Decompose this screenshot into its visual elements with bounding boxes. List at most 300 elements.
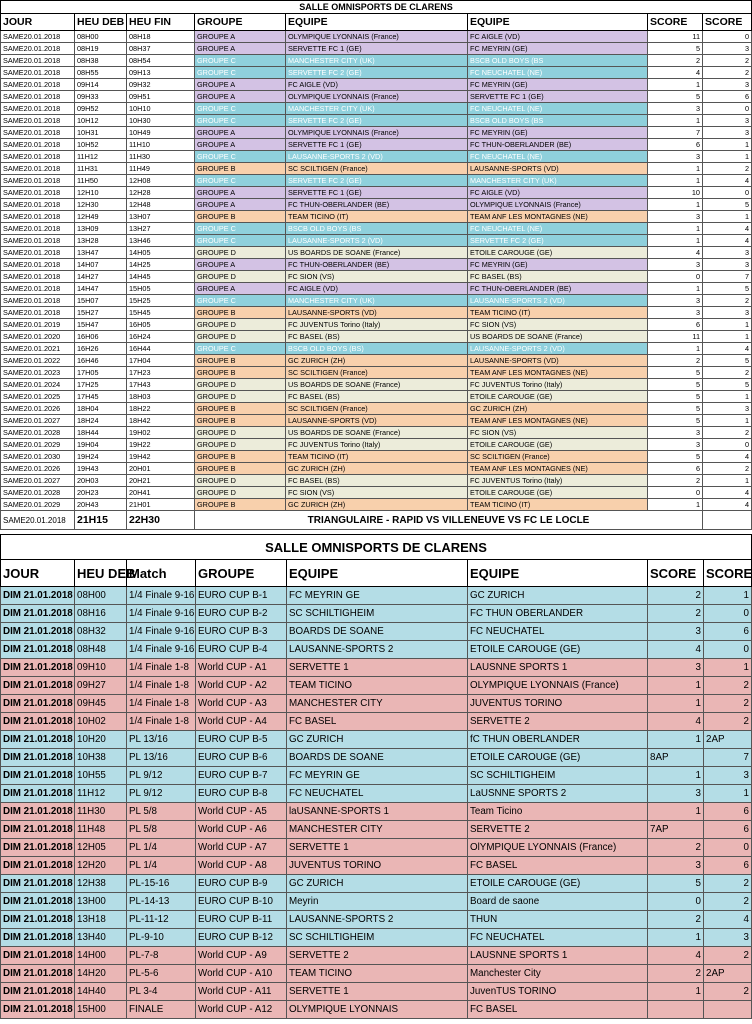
equipe-1-cell: BSCB OLD BOYS (BS [286, 223, 468, 235]
score-2-cell: 3 [703, 127, 752, 139]
heu-fin-cell: 08H18 [127, 31, 195, 43]
equipe-2-cell: SC SCILTIGEN (France) [468, 451, 648, 463]
equipe-1-cell: OLYMPIQUE LYONNAIS (France) [286, 31, 468, 43]
groupe-cell: World CUP - A12 [196, 1001, 287, 1019]
jour-cell: SAME20.01.2018 [1, 235, 75, 247]
equipe-2-cell: SC SCHILTIGHEIM [468, 767, 648, 785]
equipe-2-cell: Team Ticino [468, 803, 648, 821]
score-1-cell: 2 [648, 911, 704, 929]
equipe-2-cell: SERVETTE 2 [468, 821, 648, 839]
groupe-cell: World CUP - A4 [196, 713, 287, 731]
score-2-cell: 1 [703, 151, 752, 163]
groupe-cell: GROUPE C [195, 103, 286, 115]
groupe-cell: GROUPE C [195, 67, 286, 79]
heu-deb-cell: 20H03 [75, 475, 127, 487]
groupe-cell: EURO CUP B-2 [196, 605, 287, 623]
equipe-2-cell: GC ZURICH (ZH) [468, 403, 648, 415]
header-score-1: SCORE [648, 560, 704, 587]
table-row [1, 983, 752, 1001]
groupe-cell: GROUPE B [195, 463, 286, 475]
heu-fin-cell: 16H24 [127, 331, 195, 343]
equipe-1-cell: FC BASEL (BS) [286, 331, 468, 343]
score-1-cell: 3 [648, 295, 703, 307]
heu-deb-cell: 18H44 [75, 427, 127, 439]
score-2-cell: 4 [703, 499, 752, 511]
header-groupe: GROUPE [195, 14, 286, 31]
equipe-2-cell: FC THUN-OBERLANDER (BE) [468, 283, 648, 295]
groupe-cell: GROUPE A [195, 43, 286, 55]
jour-cell: SAME20.01.2018 [1, 163, 75, 175]
equipe-2-cell: FC SION (VS) [468, 427, 648, 439]
heu-fin-cell: 08H54 [127, 55, 195, 67]
heu-deb-cell: 15H47 [75, 319, 127, 331]
table-row [1, 211, 752, 223]
equipe-1-cell: FC JUVENTUS Torino (Italy) [286, 319, 468, 331]
score-1-cell: 11 [648, 31, 703, 43]
heu-deb-cell: 09H14 [75, 79, 127, 91]
score-1-cell: 1 [648, 115, 703, 127]
score-2-cell [704, 1001, 752, 1019]
table-row [1, 343, 752, 355]
equipe-2-cell: LAUSANNE-SPORTS (VD) [468, 355, 648, 367]
score-1-cell: 0 [648, 893, 704, 911]
heu-fin-cell: 09H51 [127, 91, 195, 103]
match-cell: PL 13/16 [127, 749, 196, 767]
heu-deb-cell: 09H45 [75, 695, 127, 713]
equipe-1-cell: TEAM TICINO (IT) [286, 451, 468, 463]
equipe-2-cell: FC JUVENTUS Torino (Italy) [468, 475, 648, 487]
table-row [1, 587, 752, 605]
table-row [1, 803, 752, 821]
jour-cell: SAME20.01.2018 [1, 127, 75, 139]
score-1-cell: 2 [648, 587, 704, 605]
heu-deb-cell: 18H24 [75, 415, 127, 427]
groupe-cell: GROUPE B [195, 355, 286, 367]
match-cell: PL-11-12 [127, 911, 196, 929]
heu-fin-cell: 19H02 [127, 427, 195, 439]
equipe-1-cell: FC THUN-OBERLANDER (BE) [286, 259, 468, 271]
score-2-cell: 2 [704, 695, 752, 713]
score-2-cell: 2 [704, 947, 752, 965]
equipe-1-cell: LAUSANNE-SPORTS (VD) [286, 415, 468, 427]
jour-cell: DIM 21.01.2018 [1, 911, 75, 929]
equipe-2-cell: BSCB OLD BOYS (BS [468, 55, 648, 67]
table-row [1, 947, 752, 965]
match-cell: 1/4 Finale 1-8 [127, 695, 196, 713]
jour-cell: SAME20.01.2018 [1, 55, 75, 67]
heu-deb-cell: 14H27 [75, 271, 127, 283]
jour-cell: DIM 21.01.2018 [1, 659, 75, 677]
groupe-cell: World CUP - A8 [196, 857, 287, 875]
score-1-cell: 0 [648, 487, 703, 499]
score-2-cell: 4 [703, 175, 752, 187]
equipe-1-cell: laUSANNE-SPORTS 1 [287, 803, 468, 821]
heu-fin-cell: 14H25 [127, 259, 195, 271]
score-2-cell: 4 [703, 223, 752, 235]
header-row [1, 14, 752, 31]
score-2-cell: 3 [704, 929, 752, 947]
score-2-cell: 1 [703, 475, 752, 487]
equipe-1-cell: MANCHESTER CITY (UK) [286, 55, 468, 67]
table-row [1, 463, 752, 475]
heu-deb-cell: 13H47 [75, 247, 127, 259]
groupe-cell: GROUPE D [195, 439, 286, 451]
score-1-cell: 3 [648, 211, 703, 223]
equipe-2-cell: BSCB OLD BOYS (BS [468, 115, 648, 127]
equipe-1-cell: SC SCILTIGEN (France) [286, 163, 468, 175]
table-row [1, 487, 752, 499]
table-row [1, 785, 752, 803]
equipe-2-cell: FC NEUCHATEL [468, 929, 648, 947]
score-2-cell: 2 [703, 463, 752, 475]
heu-fin-cell: 15H45 [127, 307, 195, 319]
equipe-1-cell: SERVETTE FC 1 (GE) [286, 187, 468, 199]
equipe-1-cell: LAUSANNE-SPORTS 2 [287, 911, 468, 929]
equipe-1-cell: FC AIGLE (VD) [286, 79, 468, 91]
equipe-1-cell: GC ZURICH [287, 731, 468, 749]
heu-deb-cell: 18H04 [75, 403, 127, 415]
score-2-cell: 0 [704, 641, 752, 659]
score-2-cell: 1 [703, 391, 752, 403]
table-row [1, 163, 752, 175]
jour-cell: DIM 21.01.2018 [1, 929, 75, 947]
heu-fin-cell: 20H41 [127, 487, 195, 499]
table-row [1, 415, 752, 427]
score-1-cell: 5 [648, 391, 703, 403]
heu-deb-cell: 16H06 [75, 331, 127, 343]
match-cell: 1/4 Finale 9-16 [127, 605, 196, 623]
table-row [1, 427, 752, 439]
heu-deb-cell: 15H27 [75, 307, 127, 319]
jour-cell: SAME20.01.2018 [1, 43, 75, 55]
score-1-cell [648, 1001, 704, 1019]
heu-fin-cell: 17H23 [127, 367, 195, 379]
equipe-2-cell: ETOILE CAROUGE (GE) [468, 439, 648, 451]
equipe-2-cell: FC MEYRIN (GE) [468, 259, 648, 271]
score-2-cell: 3 [703, 43, 752, 55]
jour-cell: SAME20.01.2018 [1, 199, 75, 211]
groupe-cell: GROUPE C [195, 235, 286, 247]
groupe-cell: GROUPE B [195, 403, 286, 415]
heu-deb-cell: 12H20 [75, 857, 127, 875]
groupe-cell: EURO CUP B-12 [196, 929, 287, 947]
score-1-cell: 4 [648, 713, 704, 731]
heu-fin-cell: 19H42 [127, 451, 195, 463]
score-1-cell: 1 [648, 803, 704, 821]
table-row [1, 43, 752, 55]
heu-deb-cell: 10H38 [75, 749, 127, 767]
score-2-cell: 6 [704, 803, 752, 821]
jour-cell: SAME20.01.2018 [1, 271, 75, 283]
equipe-2-cell: SERVETTE 2 [468, 713, 648, 731]
heu-fin-cell: 19H22 [127, 439, 195, 451]
groupe-cell: GROUPE A [195, 91, 286, 103]
score-1-cell: 2 [648, 355, 703, 367]
jour-cell: DIM 21.01.2018 [1, 803, 75, 821]
heu-deb-cell: 13H00 [75, 893, 127, 911]
header-equipe-1: EQUIPE [286, 14, 468, 31]
table-row [1, 187, 752, 199]
score-2-cell: 0 [704, 839, 752, 857]
heu-deb-cell: 08H00 [75, 31, 127, 43]
groupe-cell: GROUPE D [195, 391, 286, 403]
equipe-1-cell: SERVETTE 1 [287, 983, 468, 1001]
table-row [1, 319, 752, 331]
groupe-cell: GROUPE D [195, 331, 286, 343]
equipe-2-cell: fC THUN OBERLANDER [468, 731, 648, 749]
groupe-cell: GROUPE C [195, 151, 286, 163]
heu-fin-cell: 15H05 [127, 283, 195, 295]
heu-deb-cell: 19H04 [75, 439, 127, 451]
jour-cell: SAME20.01.2018 [1, 91, 75, 103]
equipe-1-cell: SC SCHILTIGHEIM [287, 605, 468, 623]
jour-cell: SAME20.01.2018 [1, 79, 75, 91]
equipe-1-cell: MANCHESTER CITY [287, 821, 468, 839]
groupe-cell: GROUPE D [195, 379, 286, 391]
equipe-2-cell: TEAM TICINO (IT) [468, 499, 648, 511]
jour-cell: SAME20.01.2028 [1, 487, 75, 499]
equipe-2-cell: FC NEUCHATEL (NE) [468, 151, 648, 163]
heu-deb-cell: 11H48 [75, 821, 127, 839]
equipe-2-cell: FC MEYRIN (GE) [468, 79, 648, 91]
table-row [1, 391, 752, 403]
header-heu-deb: HEU DEB [75, 14, 127, 31]
equipe-1-cell: SERVETTE FC 2 (GE) [286, 67, 468, 79]
score-2-cell: 7 [704, 749, 752, 767]
heu-deb-cell: 13H18 [75, 911, 127, 929]
score-2-cell: 0 [703, 31, 752, 43]
score-2-cell: 5 [703, 283, 752, 295]
equipe-1-cell: OLYMPIQUE LYONNAIS [287, 1001, 468, 1019]
score-2-cell: 3 [703, 403, 752, 415]
jour-cell: SAME20.01.2023 [1, 367, 75, 379]
heu-deb-cell: 09H52 [75, 103, 127, 115]
table-row [1, 331, 752, 343]
jour-cell: DIM 21.01.2018 [1, 623, 75, 641]
score-1-cell: 3 [648, 103, 703, 115]
jour-cell: SAME20.01.2018 [1, 211, 75, 223]
score-2-cell: 1 [704, 587, 752, 605]
jour-cell: DIM 21.01.2018 [1, 821, 75, 839]
equipe-2-cell: MANCHESTER CITY (UK) [468, 175, 648, 187]
score-2-cell: 0 [703, 439, 752, 451]
header-equipe-2: EQUIPE [468, 14, 648, 31]
score-2-cell: 7 [703, 271, 752, 283]
equipe-2-cell: FC JUVENTUS Torino (Italy) [468, 379, 648, 391]
groupe-cell: GROUPE A [195, 31, 286, 43]
score-1-cell: 3 [648, 307, 703, 319]
equipe-2-cell: OLYMPIQUE LYONNAIS (France) [468, 199, 648, 211]
jour-cell: SAME20.01.2026 [1, 403, 75, 415]
score-1-cell: 10 [648, 187, 703, 199]
equipe-1-cell: FC BASEL [287, 713, 468, 731]
header-groupe: GROUPE [196, 560, 287, 587]
score-1-cell: 4 [648, 641, 704, 659]
score-2-cell: 0 [704, 605, 752, 623]
match-cell: 1/4 Finale 1-8 [127, 713, 196, 731]
equipe-1-cell: LAUSANNE-SPORTS 2 (VD) [286, 235, 468, 247]
match-cell: 1/4 Finale 1-8 [127, 677, 196, 695]
score-1-cell: 4 [648, 247, 703, 259]
groupe-cell: GROUPE C [195, 343, 286, 355]
jour-cell: SAME20.01.2028 [1, 427, 75, 439]
equipe-2-cell: LAUSNNE SPORTS 1 [468, 659, 648, 677]
match-cell: PL 13/16 [127, 731, 196, 749]
equipe-2-cell: FC THUN OBERLANDER [468, 605, 648, 623]
jour-cell: DIM 21.01.2018 [1, 1001, 75, 1019]
score-2-cell: 1 [703, 319, 752, 331]
heu-deb-cell: 13H40 [75, 929, 127, 947]
score-1-cell: 3 [648, 857, 704, 875]
heu-fin-cell: 08H37 [127, 43, 195, 55]
sunday-schedule-table [0, 534, 752, 1019]
table-row [1, 151, 752, 163]
table-row [1, 55, 752, 67]
equipe-1-cell: OLYMPIQUE LYONNAIS (France) [286, 127, 468, 139]
table-row [1, 403, 752, 415]
score-1-cell: 4 [648, 947, 704, 965]
heu-fin-cell: 20H21 [127, 475, 195, 487]
score-2-cell: 5 [703, 379, 752, 391]
heu-deb-cell: 19H24 [75, 451, 127, 463]
extra-empty [703, 511, 752, 530]
table-row [1, 199, 752, 211]
equipe-1-cell: BOARDS DE SOANE [287, 749, 468, 767]
table-row [1, 499, 752, 511]
heu-fin-cell: 11H10 [127, 139, 195, 151]
table-row [1, 475, 752, 487]
score-1-cell: 5 [648, 451, 703, 463]
score-2-cell: 2AP [704, 731, 752, 749]
table-row [1, 677, 752, 695]
header-heu-fin: HEU FIN [127, 14, 195, 31]
table-row [1, 439, 752, 451]
table-row [1, 307, 752, 319]
equipe-2-cell: ETOILE CAROUGE (GE) [468, 391, 648, 403]
heu-fin-cell: 17H43 [127, 379, 195, 391]
jour-cell: SAME20.01.2024 [1, 379, 75, 391]
heu-fin-cell: 16H44 [127, 343, 195, 355]
table-row [1, 31, 752, 43]
equipe-1-cell: JUVENTUS TORINO [287, 857, 468, 875]
section-title: SALLE OMNISPORTS DE CLARENS [1, 535, 752, 560]
groupe-cell: GROUPE B [195, 307, 286, 319]
table-row [1, 857, 752, 875]
heu-deb-cell: 09H33 [75, 91, 127, 103]
score-2-cell: 2 [703, 163, 752, 175]
heu-fin-cell: 10H49 [127, 127, 195, 139]
equipe-2-cell: OLYMPIQUE LYONNAIS (France) [468, 677, 648, 695]
equipe-1-cell: MANCHESTER CITY [287, 695, 468, 713]
groupe-cell: World CUP - A10 [196, 965, 287, 983]
jour-cell: SAME20.01.2018 [1, 139, 75, 151]
jour-cell: DIM 21.01.2018 [1, 587, 75, 605]
equipe-2-cell: FC BASEL (BS) [468, 271, 648, 283]
heu-deb-cell: 08H16 [75, 605, 127, 623]
heu-deb-cell: 13H09 [75, 223, 127, 235]
score-1-cell: 2 [648, 605, 704, 623]
table-row [1, 295, 752, 307]
table-row [1, 821, 752, 839]
score-1-cell: 5 [648, 875, 704, 893]
jour-cell: DIM 21.01.2018 [1, 965, 75, 983]
heu-fin-cell: 18H22 [127, 403, 195, 415]
header-score-1: SCORE [648, 14, 703, 31]
heu-fin-cell: 13H07 [127, 211, 195, 223]
table-row [1, 623, 752, 641]
score-1-cell: 0 [648, 271, 703, 283]
heu-deb-cell: 10H52 [75, 139, 127, 151]
jour-cell: SAME20.01.2025 [1, 391, 75, 403]
score-1-cell: 1 [648, 499, 703, 511]
equipe-1-cell: BOARDS DE SOANE [287, 623, 468, 641]
equipe-2-cell: Manchester City [468, 965, 648, 983]
groupe-cell: GROUPE D [195, 319, 286, 331]
groupe-cell: World CUP - A9 [196, 947, 287, 965]
heu-deb-cell: 17H25 [75, 379, 127, 391]
groupe-cell: GROUPE D [195, 247, 286, 259]
equipe-2-cell: TEAM ANF LES MONTAGNES (NE) [468, 463, 648, 475]
table-row [1, 911, 752, 929]
jour-cell: SAME20.01.2018 [1, 115, 75, 127]
heu-fin-cell: 20H01 [127, 463, 195, 475]
section-title: SALLE OMNISPORTS DE CLARENS [1, 1, 752, 14]
table-row [1, 713, 752, 731]
equipe-2-cell: ETOILE CAROUGE (GE) [468, 247, 648, 259]
table-row [1, 271, 752, 283]
jour-cell: SAME20.01.2021 [1, 343, 75, 355]
equipe-1-cell: OLYMPIQUE LYONNAIS (France) [286, 91, 468, 103]
score-1-cell: 6 [648, 139, 703, 151]
jour-cell: DIM 21.01.2018 [1, 695, 75, 713]
score-2-cell: 1 [704, 659, 752, 677]
jour-cell: DIM 21.01.2018 [1, 857, 75, 875]
table-row [1, 115, 752, 127]
groupe-cell: EURO CUP B-4 [196, 641, 287, 659]
header-jour: JOUR [1, 14, 75, 31]
equipe-1-cell: US BOARDS DE SOANE (France) [286, 427, 468, 439]
score-1-cell: 3 [648, 427, 703, 439]
groupe-cell: EURO CUP B-1 [196, 587, 287, 605]
score-1-cell: 3 [648, 623, 704, 641]
heu-deb-cell: 08H48 [75, 641, 127, 659]
jour-cell: DIM 21.01.2018 [1, 767, 75, 785]
groupe-cell: GROUPE A [195, 79, 286, 91]
score-2-cell: 2 [703, 427, 752, 439]
equipe-1-cell: SERVETTE 2 [287, 947, 468, 965]
equipe-2-cell: OlYMPIQUE LYONNAIS (France) [468, 839, 648, 857]
equipe-1-cell: SERVETTE FC 1 (GE) [286, 43, 468, 55]
equipe-2-cell: FC SION (VS) [468, 319, 648, 331]
match-cell: PL-15-16 [127, 875, 196, 893]
score-2-cell: 3 [703, 259, 752, 271]
groupe-cell: GROUPE B [195, 415, 286, 427]
groupe-cell: GROUPE B [195, 211, 286, 223]
score-2-cell: 1 [703, 415, 752, 427]
heu-deb-cell: 12H10 [75, 187, 127, 199]
table-row [1, 355, 752, 367]
table-row [1, 767, 752, 785]
jour-cell: SAME20.01.2018 [1, 307, 75, 319]
heu-fin-cell: 10H30 [127, 115, 195, 127]
heu-deb-cell: 14H20 [75, 965, 127, 983]
score-2-cell: 3 [704, 767, 752, 785]
groupe-cell: GROUPE B [195, 451, 286, 463]
heu-fin-cell: 11H30 [127, 151, 195, 163]
jour-cell: DIM 21.01.2018 [1, 893, 75, 911]
table-row [1, 175, 752, 187]
equipe-2-cell: FC BASEL [468, 1001, 648, 1019]
